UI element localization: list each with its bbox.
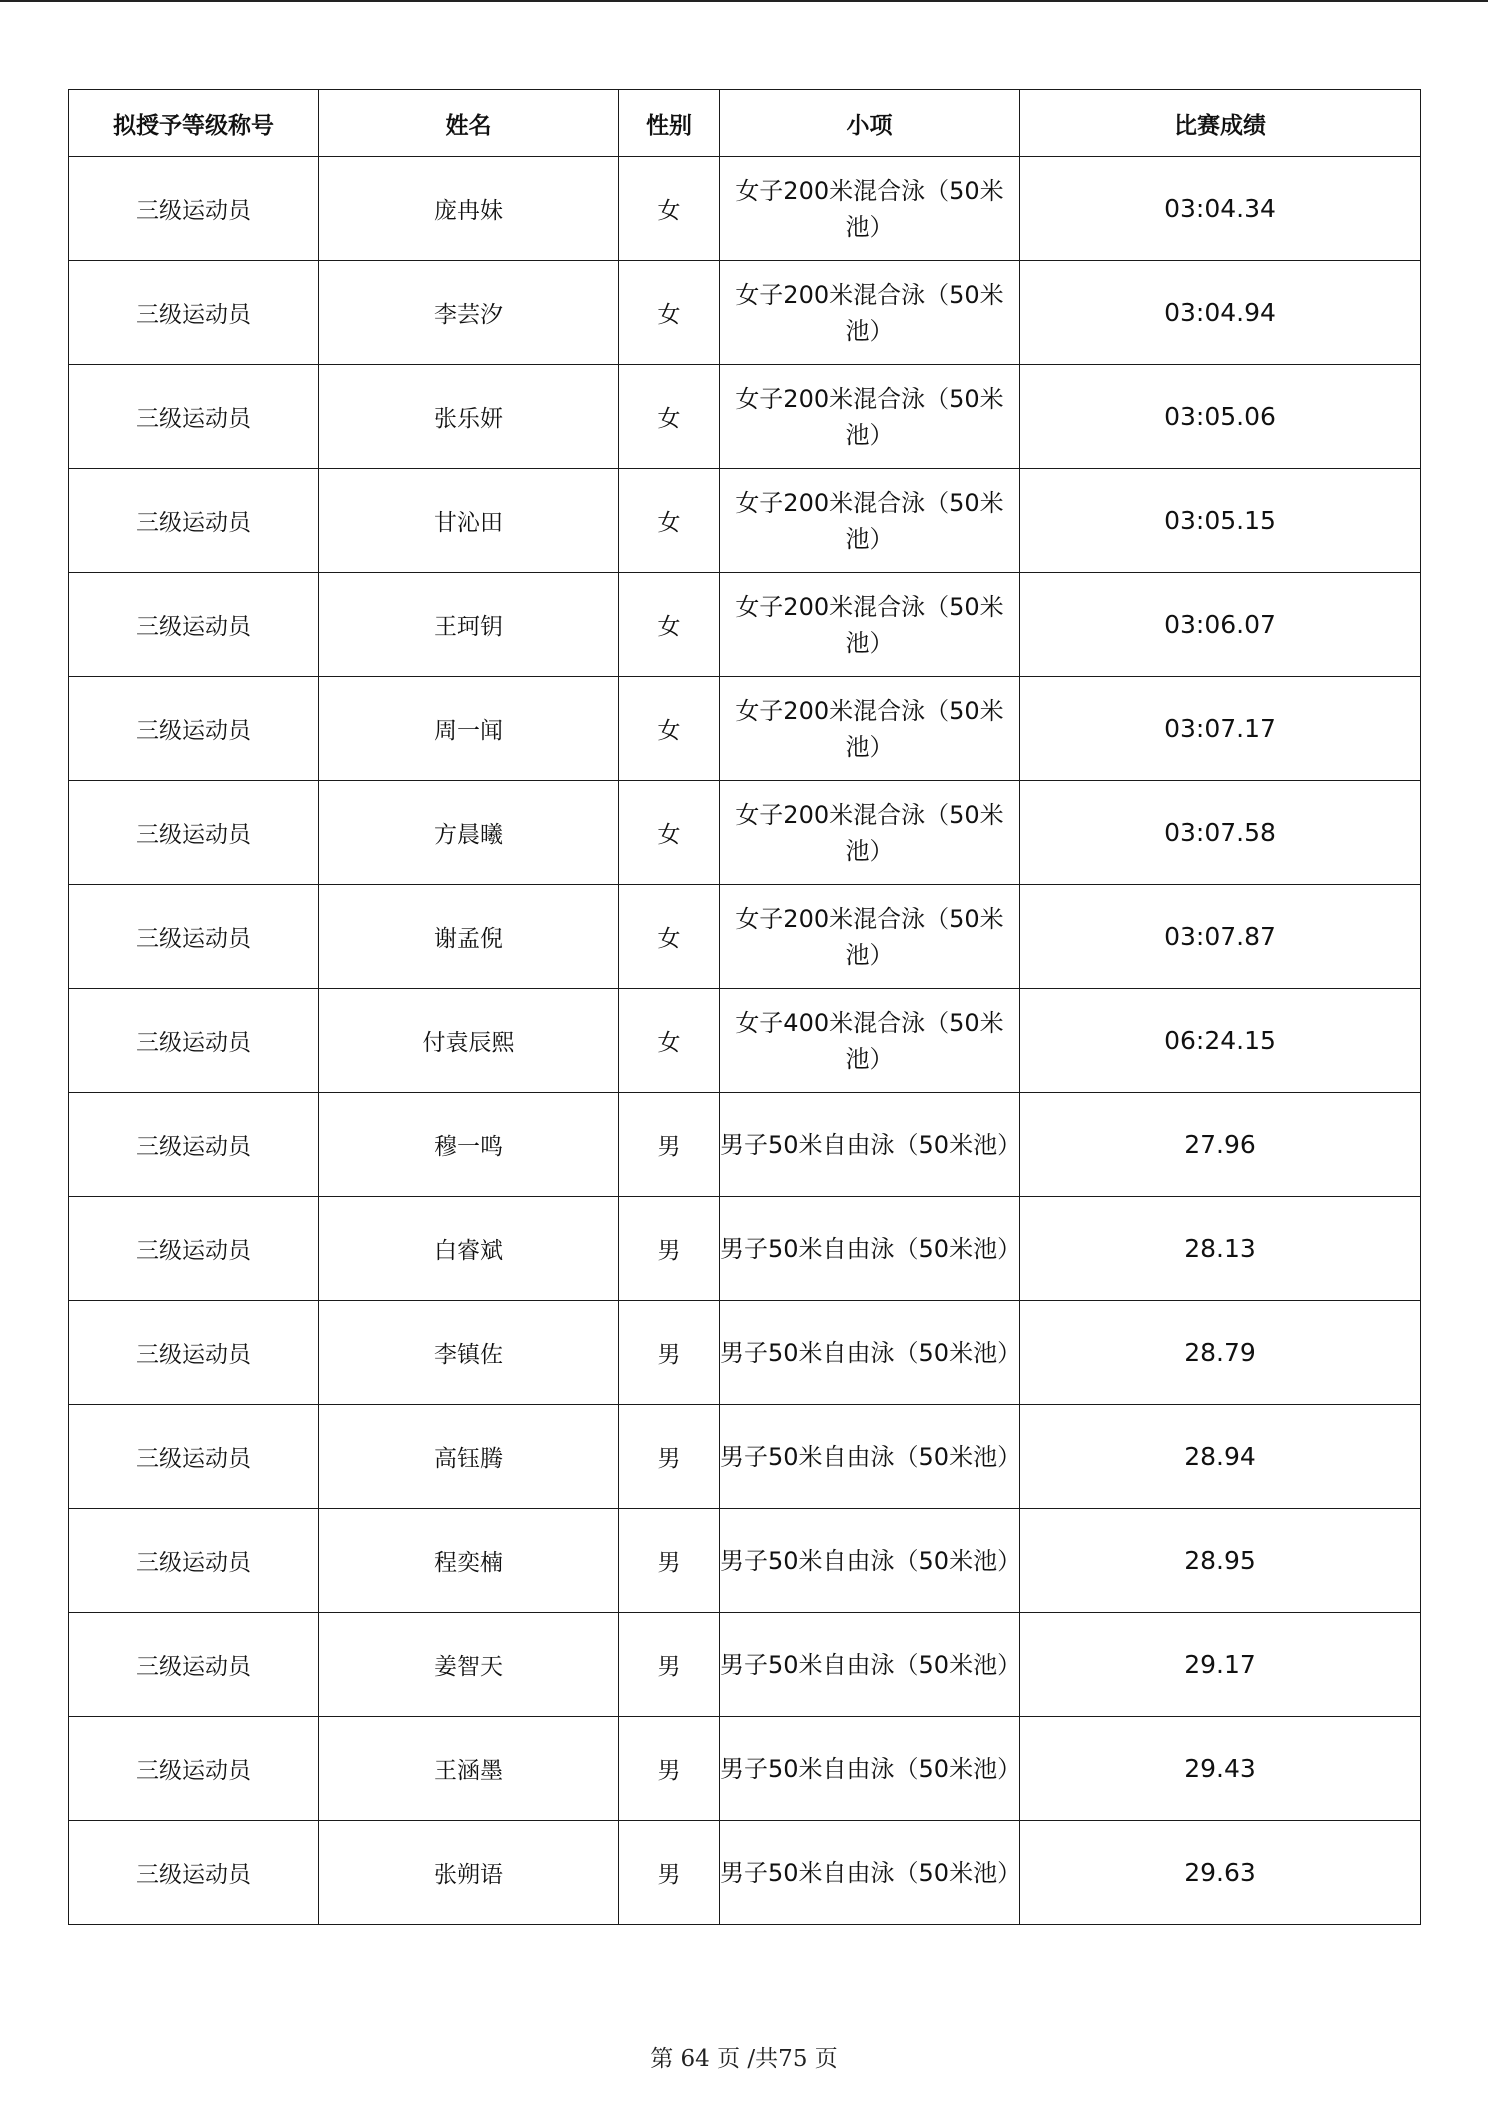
cell-event: 女子200米混合泳（50米池） (720, 885, 1020, 989)
cell-level: 三级运动员 (69, 1093, 319, 1197)
cell-score: 03:04.94 (1020, 261, 1421, 365)
cell-name: 谢孟倪 (319, 885, 619, 989)
cell-name: 程奕楠 (319, 1509, 619, 1613)
header-level: 拟授予等级称号 (69, 90, 319, 157)
cell-gender: 男 (619, 1197, 720, 1301)
table-row (69, 989, 1421, 1093)
cell-score: 03:07.17 (1020, 677, 1421, 781)
cell-name: 周一闻 (319, 677, 619, 781)
cell-gender: 男 (619, 1405, 720, 1509)
cell-level: 三级运动员 (69, 1821, 319, 1925)
cell-gender: 男 (619, 1717, 720, 1821)
cell-level: 三级运动员 (69, 1509, 319, 1613)
cell-gender: 女 (619, 469, 720, 573)
cell-name: 李芸汐 (319, 261, 619, 365)
table-row (69, 781, 1421, 885)
table-row (69, 1509, 1421, 1613)
header-score: 比赛成绩 (1020, 90, 1421, 157)
table-row (69, 885, 1421, 989)
cell-level: 三级运动员 (69, 781, 319, 885)
header-event: 小项 (720, 90, 1020, 157)
cell-event: 女子400米混合泳（50米池） (720, 989, 1020, 1093)
cell-score: 03:05.06 (1020, 365, 1421, 469)
cell-gender: 男 (619, 1301, 720, 1405)
cell-event: 男子50米自由泳（50米池） (720, 1405, 1020, 1509)
page-number: 第 64 页 /共75 页 (650, 2046, 838, 2072)
cell-score: 28.13 (1020, 1197, 1421, 1301)
cell-score: 06:24.15 (1020, 989, 1421, 1093)
table-row (69, 1717, 1421, 1821)
cell-gender: 女 (619, 885, 720, 989)
cell-score: 28.95 (1020, 1509, 1421, 1613)
table-row (69, 1093, 1421, 1197)
cell-event: 男子50米自由泳（50米池） (720, 1717, 1020, 1821)
cell-level: 三级运动员 (69, 1301, 319, 1405)
cell-level: 三级运动员 (69, 885, 319, 989)
cell-name: 姜智天 (319, 1613, 619, 1717)
cell-name: 李镇佐 (319, 1301, 619, 1405)
cell-gender: 女 (619, 261, 720, 365)
cell-gender: 女 (619, 989, 720, 1093)
cell-gender: 男 (619, 1613, 720, 1717)
cell-event: 男子50米自由泳（50米池） (720, 1613, 1020, 1717)
cell-level: 三级运动员 (69, 469, 319, 573)
table-row (69, 469, 1421, 573)
table-row (69, 677, 1421, 781)
cell-name: 张朔语 (319, 1821, 619, 1925)
cell-gender: 女 (619, 365, 720, 469)
cell-score: 03:06.07 (1020, 573, 1421, 677)
cell-name: 穆一鸣 (319, 1093, 619, 1197)
cell-name: 张乐妍 (319, 365, 619, 469)
cell-event: 男子50米自由泳（50米池） (720, 1301, 1020, 1405)
cell-level: 三级运动员 (69, 989, 319, 1093)
cell-event: 女子200米混合泳（50米池） (720, 365, 1020, 469)
table-row (69, 573, 1421, 677)
cell-name: 方晨曦 (319, 781, 619, 885)
cell-event: 男子50米自由泳（50米池） (720, 1821, 1020, 1925)
cell-name: 白睿斌 (319, 1197, 619, 1301)
cell-name: 高钰腾 (319, 1405, 619, 1509)
cell-level: 三级运动员 (69, 677, 319, 781)
table-row (69, 365, 1421, 469)
table-body (69, 157, 1421, 1925)
cell-name: 王涵墨 (319, 1717, 619, 1821)
header-gender: 性别 (619, 90, 720, 157)
table-row (69, 1613, 1421, 1717)
table-row (69, 261, 1421, 365)
cell-event: 女子200米混合泳（50米池） (720, 677, 1020, 781)
cell-gender: 女 (619, 677, 720, 781)
cell-gender: 男 (619, 1509, 720, 1613)
cell-event: 男子50米自由泳（50米池） (720, 1509, 1020, 1613)
cell-level: 三级运动员 (69, 365, 319, 469)
cell-score: 28.79 (1020, 1301, 1421, 1405)
cell-gender: 女 (619, 573, 720, 677)
table-row (69, 1197, 1421, 1301)
cell-score: 27.96 (1020, 1093, 1421, 1197)
table-row (69, 157, 1421, 261)
cell-event: 男子50米自由泳（50米池） (720, 1093, 1020, 1197)
cell-score: 29.43 (1020, 1717, 1421, 1821)
cell-name: 庞冉妹 (319, 157, 619, 261)
header-name: 姓名 (319, 90, 619, 157)
page-top-border (0, 0, 1488, 2)
cell-event: 女子200米混合泳（50米池） (720, 781, 1020, 885)
cell-level: 三级运动员 (69, 1197, 319, 1301)
cell-event: 男子50米自由泳（50米池） (720, 1197, 1020, 1301)
header-row (69, 90, 1421, 157)
cell-gender: 女 (619, 781, 720, 885)
cell-level: 三级运动员 (69, 157, 319, 261)
cell-score: 03:07.87 (1020, 885, 1421, 989)
cell-score: 29.17 (1020, 1613, 1421, 1717)
cell-gender: 男 (619, 1093, 720, 1197)
cell-level: 三级运动员 (69, 1613, 319, 1717)
cell-name: 王珂钥 (319, 573, 619, 677)
cell-gender: 女 (619, 157, 720, 261)
cell-score: 03:07.58 (1020, 781, 1421, 885)
athlete-results-table (68, 89, 1421, 1925)
cell-name: 付袁辰熙 (319, 989, 619, 1093)
cell-level: 三级运动员 (69, 261, 319, 365)
table-row (69, 1405, 1421, 1509)
cell-score: 03:05.15 (1020, 469, 1421, 573)
table-header (69, 90, 1421, 157)
cell-event: 女子200米混合泳（50米池） (720, 157, 1020, 261)
cell-event: 女子200米混合泳（50米池） (720, 469, 1020, 573)
cell-score: 28.94 (1020, 1405, 1421, 1509)
cell-name: 甘沁田 (319, 469, 619, 573)
cell-level: 三级运动员 (69, 573, 319, 677)
cell-score: 03:04.34 (1020, 157, 1421, 261)
cell-event: 女子200米混合泳（50米池） (720, 573, 1020, 677)
table-row (69, 1821, 1421, 1925)
cell-gender: 男 (619, 1821, 720, 1925)
cell-level: 三级运动员 (69, 1717, 319, 1821)
cell-level: 三级运动员 (69, 1405, 319, 1509)
cell-event: 女子200米混合泳（50米池） (720, 261, 1020, 365)
cell-score: 29.63 (1020, 1821, 1421, 1925)
table-row (69, 1301, 1421, 1405)
